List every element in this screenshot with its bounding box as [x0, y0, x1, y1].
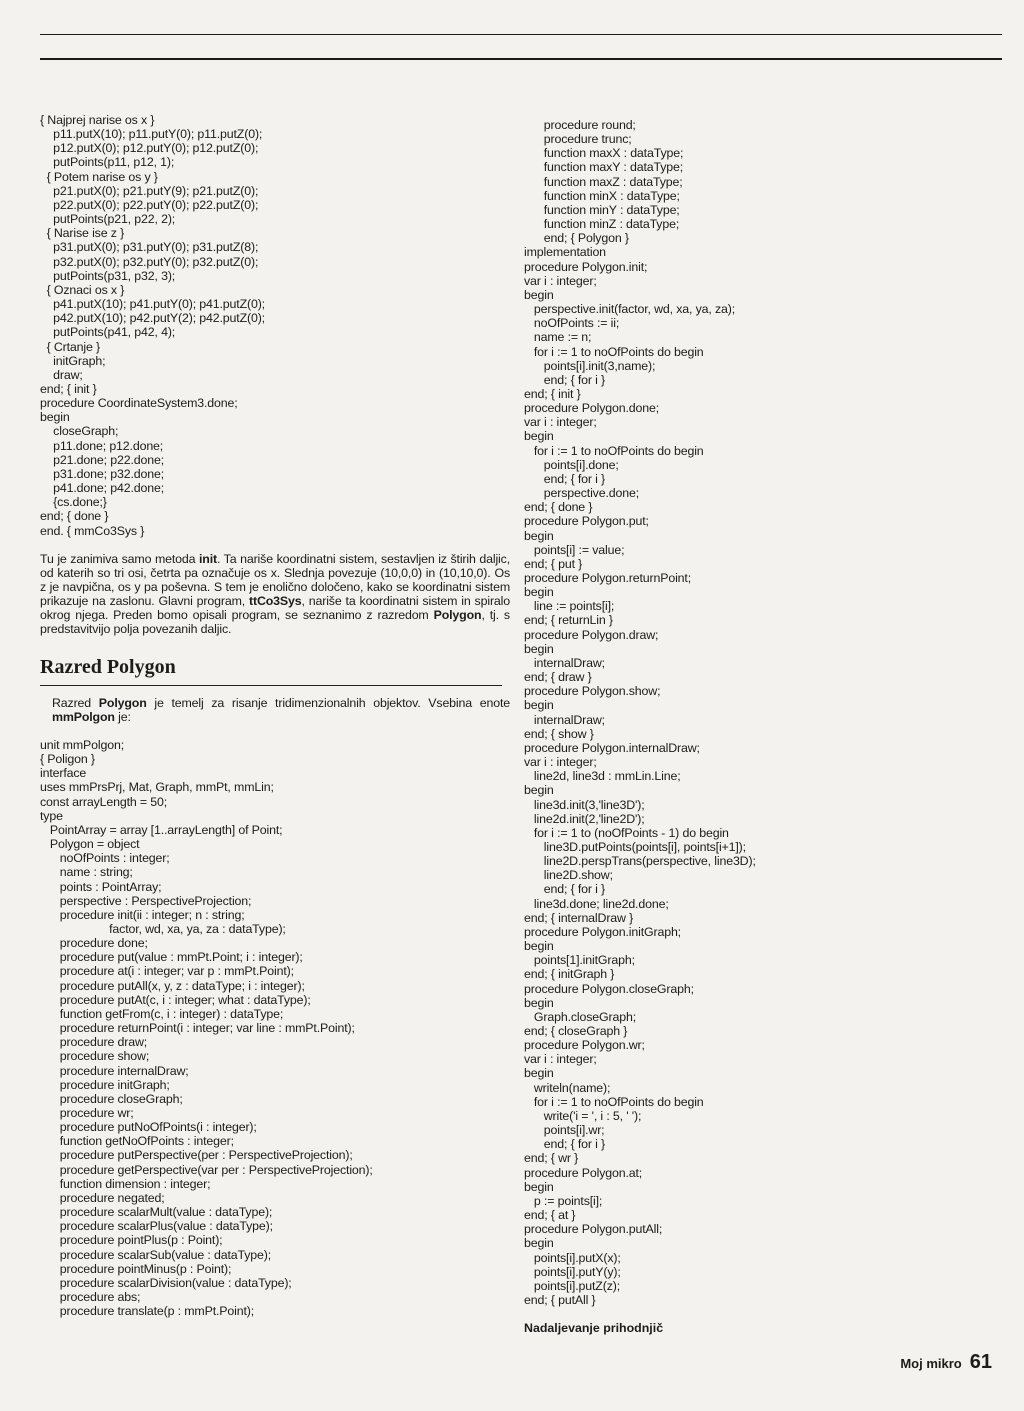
- right-column: [524, 118, 994, 1335]
- page-footer: [900, 1351, 992, 1374]
- section-heading: Razred Polygon: [40, 655, 176, 678]
- top-rule-thick: [40, 58, 1002, 60]
- continued-notice: Nadaljevanje prihodnjič: [524, 1321, 664, 1336]
- paragraph-polygon-intro: Razred Polygon je temelj za risanje tridimenzionalnih objektov. Vsebina enote mmPolgon je:: [52, 695, 511, 724]
- top-rule-thin: [40, 34, 1002, 35]
- page-number: 61: [969, 1351, 992, 1373]
- magazine-name: Moj mikro: [900, 1356, 962, 1371]
- left-column: [40, 113, 510, 1318]
- code-listing-polygon-implementation: procedure round; procedure trunc; function maxX : dataType; function maxY : dataType; function maxZ : dataType; function minX : dataType; function minY : dataType; function minZ : dataType; end; { Polygon } implementation procedure Polygon.init; var i : integer; begin perspective.init(factor, wd, xa, ya, za); noOfPoints := ii; name := n; for i := 1 to noOfPoints do begin points[i].init(3,name); end; { for i } end; { init } procedure Polygon.done; var i : integer; begin for i := 1 to noOfPoints do begin points[i].done; end; { for i } perspective.done; end; { done } procedure Polygon.put; begin points[i] := value; end; { put } procedure Polygon.returnPoint; begin line := points[i]; end; { returnLin } procedure Polygon.draw; begin internalDraw; end; { draw } procedure Polygon.show; begin internalDraw; end; { show } procedure Polygon.internalDraw; var i : integer; line2d, line3d : mmLin.Line; begin line3d.init(3,'line3D'); line2d.init(2,'line2D'); for i := 1 to (noOfPoints - 1) do begin line3D.putPoints(points[i], points[i+1]); line2D.perspTrans(perspective, line3D); line2D.show; end; { for i } line3d.done; line2d.done; end; { internalDraw } procedure Polygon.initGraph; begin points[1].initGraph; end; { initGraph } procedure Polygon.closeGraph; begin Graph.closeGraph; end; { closeGraph } procedure Polygon.wr; var i : integer; begin writeln(name); for i := 1 to noOfPoints do begin write('i = ', i : 5, ' '); points[i].wr; end; { for i } end; { wr } procedure Polygon.at; begin p := points[i]; end; { at } procedure Polygon.putAll; begin points[i].putX(x); points[i].putY(y); points[i].putZ(z); end; { putAll }: [524, 118, 756, 1307]
- paragraph-init-description: Tu je zanimiva samo metoda init. Ta nariše koordinatni sistem, sestavljen iz štirih daljic, od katerih so tri osi, četrta pa označuje os x. Slednja povezuje (10,0,0) in (10,10,0). Os z je navpična, os y pa poševna. S tem je enolično določeno, kako se koordinatni sistem prikazuje na zaslonu. Glavni program, ttCo3Sys, nariše ta koordinatni sistem in spiralo okrog njega. Preden bomo opisali program, se seznanimo z razredom Polygon, tj. s predstavitvijo polja povezanih daljic.: [40, 551, 511, 637]
- heading-underline: [40, 685, 502, 686]
- section-heading-block: [40, 656, 510, 686]
- code-listing-coordinate-system: { Najprej narise os x } p11.putX(10); p11.putY(0); p11.putZ(0); p12.putX(0); p12.putY(0); p12.putZ(0); putPoints(p11, p12, 1); { Potem narise os y } p21.putX(0); p21.putY(9); p21.putZ(0); p22.putX(0); p22.putY(0); p22.putZ(0); putPoints(p21, p22, 2); { Narise ise z } p31.putX(0); p31.putY(0); p31.putZ(8); p32.putX(0); p32.putY(0); p32.putZ(0); putPoints(p31, p32, 3); { Oznaci os x } p41.putX(10); p41.putY(0); p41.putZ(0); p42.putX(10); p42.putY(2); p42.putZ(0); putPoints(p41, p42, 4); { Crtanje } initGraph; draw; end; { init } procedure CoordinateSystem3.done; begin closeGraph; p11.done; p12.done; p21.done; p22.done; p31.done; p32.done; p41.done; p42.done; {cs.done;} end; { done } end. { mmCo3Sys }: [40, 113, 265, 538]
- code-listing-polygon-interface: unit mmPolgon; { Poligon } interface uses mmPrsPrj, Mat, Graph, mmPt, mmLin; const arrayLength = 50; type PointArray = array [1..arrayLength] of Point; Polygon = object noOfPoints : integer; name : string; points : PointArray; perspective : PerspectiveProjection; procedure init(ii : integer; n : string; factor, wd, xa, ya, za : dataType); procedure done; procedure put(value : mmPt.Point; i : integer); procedure at(i : integer; var p : mmPt.Point); procedure putAll(x, y, z : dataType; i : integer); procedure putAt(c, i : integer; what : dataType); function getFrom(c, i : integer) : dataType; procedure returnPoint(i : integer; var line : mmPt.Point); procedure draw; procedure show; procedure internalDraw; procedure initGraph; procedure closeGraph; procedure wr; procedure putNoOfPoints(i : integer); function getNoOfPoints : integer; procedure putPerspective(per : PerspectiveProjection); procedure getPerspective(var per : PerspectiveProjection); function dimension : integer; procedure negated; procedure scalarMult(value : dataType); procedure scalarPlus(value : dataType); procedure pointPlus(p : Point); procedure scalarSub(value : dataType); procedure pointMinus(p : Point); procedure scalarDivision(value : dataType); procedure abs; procedure translate(p : mmPt.Point);: [40, 737, 373, 1319]
